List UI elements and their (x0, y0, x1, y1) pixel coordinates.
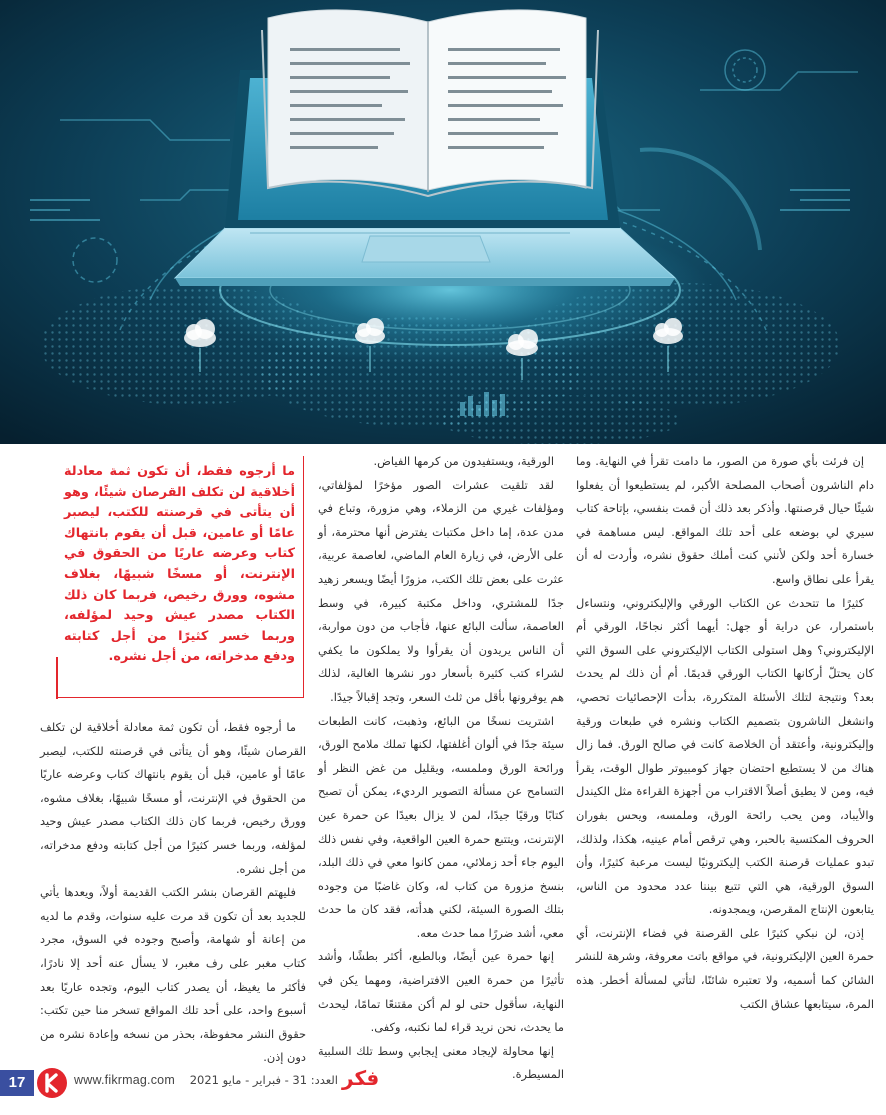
paragraph: إنها حمرة عين أيضًا، وبالطبع، أكثر بطشًا، وأشد تأثيرًا من حمرة العين الافتراضية، ومهما يكن في النهاية، سأقول حتى لو لم أكن مقتنعًا تمامًا، ليحدث ما يحدث، نحن نريد قراء لما نكتبه، وكفى. (318, 949, 564, 1035)
article-column-right (576, 450, 874, 1078)
page-number: 17 (0, 1070, 34, 1096)
paragraph: إن فرئت بأي صورة من الصور، ما دامت تقرأ في النهاية. وما دام الناشرون أصحاب المصلحة الأكبر، لم يستطيعوا أن يفعلوا شيئًا حيال قرصنتها. وأذكر بعد ذلك أن قمت بنفسي، بإتاحة كتاب سيري لي بوضعه على أحد تلك المواقع. ليس مساهمة في خسارة أحد ولكن لأنني كنت أملك حقوق نشره، وأردت له أن يقرأ على نطاق واسع. (576, 454, 874, 586)
issue-year: 2021 (189, 1073, 219, 1087)
issue-label: العدد: 31 - فبراير - مايو (222, 1073, 338, 1087)
paragraph: الورقية، ويستفيدون من كرمها الفياض. (373, 454, 554, 468)
hero-illustration (0, 0, 886, 444)
pull-quote: ما أرجوه فقط، أن تكون ثمة معادلة أخلاقية لن تكلف القرصان شيئًا، وهو أن يتأتى في قرصنته للكتب، ليصبر عامًا أو عامين، قبل أن يقوم بانتهاك كتاب وعرضه عاريًا من الحقوق في الإنترنت، أو مسخًا شبيهًا، بغلاف مشوه، وورق رخيص، فربما كان ذلك الكتاب مصدر عيش وحيد لمؤلفه، وربما خسر كثيرًا من أجل كتابته ودفع مدخراته، من أجل نشره. (58, 456, 304, 698)
paragraph: فليهتم القرصان بنشر الكتب القديمة أولاً، ويعدها يأتي للجديد بعد أن تكون قد مرت عليه سنوات، وقدم ما لديه من إعانة أو شهامة، وأصبح وجوده في السوق، مجرد كتاب مغبر على رف مغبر، لا يسأل عنه أحد إلا نادرًا، فأكثر ما يغيظ، أن يصدر كتاب اليوم، وتجده عاريًا بعد أسبوع واحد، على أحد تلك المواقع تسخر منا حين تكتب: حقوق النشر محفوظة، بحذر من نسخه وإعادة نشره من دون إذن. (40, 885, 306, 1065)
paragraph: إنها محاولة لإيجاد معنى إيجابي وسط تلك السلبية المسيطرة. (318, 1043, 564, 1082)
article-column-middle (318, 450, 564, 1082)
paragraph: لقد تلقيت عشرات الصور مؤخرًا لمؤلفاتي، ومؤلفات غيري من الزملاء، وهي مزورة، وتباع في مدن عدة، إما داخل مكتبات يفترض أنها محترمة، أو على الأرض، في زيارة العام الماضي، لعاصمة عربية، عثرت على بعض تلك الكتب، مزورًا أيضًا ويسعر زهيد جدًا للمشتري، وداخل مكتبة كبيرة، في وسط العاصمة، سألت البائع عنها، فأجاب من دون مواربة، أن الناس يريدون أن يقرأوا ولا يملكون ما يكفي لشراء كتب كثيرة بأسعار دور نشرها الغالية، لذلك هم يوفرونها بأقل من ثلث السعر، وتجد إقبالاً جيدًا. (318, 477, 564, 704)
site-url[interactable]: www.fikrmag.com (74, 1073, 175, 1087)
article-column-left (40, 716, 306, 1078)
paragraph: إذن، لن نبكي كثيرًا على القرصنة في فضاء الإنترنت، أي حمرة العين الإليكترونية، في مواقع باتت معروفة، وشرهة للنشر الشائن كما أسميه، ولا تعتبره شائنًا، لتأتي لمسألة أخطر. هذه المرة، سيتابعها عشاق الكتب (576, 925, 874, 1011)
paragraph: كثيرًا ما تتحدث عن الكتاب الورقي والإليكتروني، ونتساءل باستمرار، عن دراية أو جهل: أيهما أكثر نجاحًا، الورقي أم الإليكتروني؟ وهل استولى الكتاب الإليكتروني على السوق التي كان يحتلّ أركانها الكتاب الورقي قديمًا. أم أن ذلك لم يحدث بعد؟ ونتيجة لتلك الأسئلة المتكررة، بدأت الإحصائيات تحصي، وانشغل الناشرون بتصميم الكتاب ونشره في طبعات ورقية وإليكترونية، وأعتقد أن الخلاصة كانت في صالح الورق. فما زال هناك من لا يستطيع احتضان جهاز كومبيوتر طوال الوقت، يقرأ فيه، ومن لا يطيق أصلاً الاقتراب من أجهزة القراءة مثل الكيندل والأيباد، ومن يحب رائحة الورق، وملمسه، ويحس بفوران الحروف المكتسية بالحبر، وهي ترقص أمام عينيه، هكذا، ولذلك، تبدو عمليات قرصنة الكتب إليكترونيًا ليست مرعبة كثيرًا، وأن السوق الورقية، هي التي تتبع بيننا عدد محدود من الناس، يتابعون الإنتاج المقرصن، ويمجدونه. (576, 595, 874, 917)
page-footer (0, 1064, 886, 1115)
paragraph: اشتريت نسخًا من البائع، وذهبت، كانت الطبعات سيئة جدًا في ألوان أغلفتها، لكنها تملك ملامح الورق، ورائحة الورق وملمسه، ويقليل من غض النظر أو التسامح عن مسألة التصوير الرديء، يمكن أن تصبح كتابًا ورقيًا جيدًا، لمن لا يزال بعيدًا عن حمرة عين الإنترنت، ويتتبع حمرة العين الواقعية، وفي نفس ذلك اليوم جاء أحد زملائي، ممن كانوا معي في ذلك البلد، بنسخ مزورة من كتاب له، وكان غاضبًا من وجوده بتلك الصورة السيئة، لكني هدأته، فقد كان ما حدث معي، أشد ضررًا مما حدث معه. (318, 713, 564, 940)
issue-info (189, 1073, 338, 1087)
magazine-logo-icon (36, 1067, 68, 1099)
paragraph: ما أرجوه فقط، أن تكون ثمة معادلة أخلاقية لن تكلف القرصان شيئًا، وهو أن يتأتى في قرصنته للكتب، ليصبر عامًا أو عامين، قبل أن يقوم بانتهاك كتاب وعرضه عاريًا من الحقوق في الإنترنت، أو مسخًا شبيهًا، بغلاف مشوه، وورق رخيص، فربما كان ذلك الكتاب مصدر عيش وحيد لمؤلفه، وربما خسر كثيرًا من أجل كتابته ودفع مدخراته، من أجل نشره. (40, 720, 306, 876)
open-book-icon (262, 10, 598, 196)
magazine-logo: فكر (342, 1066, 380, 1090)
